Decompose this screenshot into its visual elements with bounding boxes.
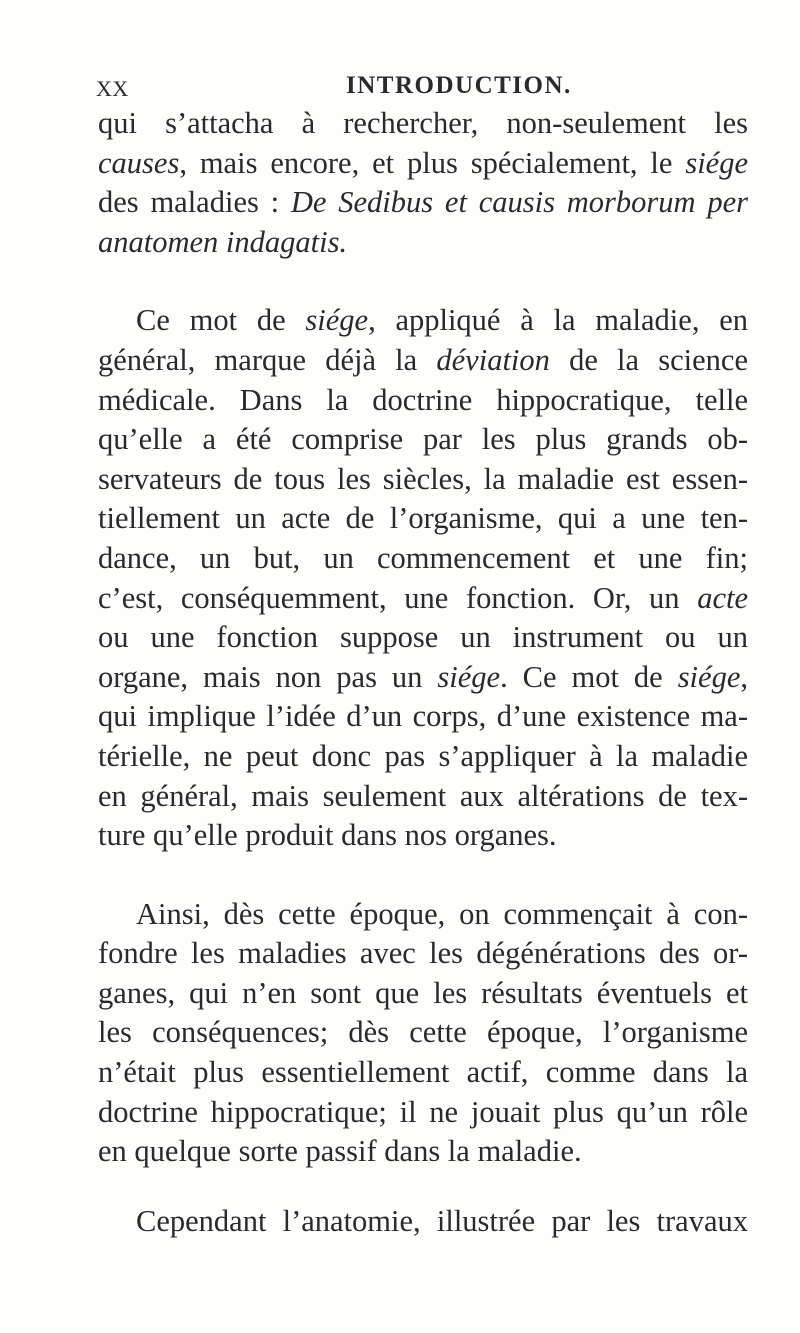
page-number: XX [96,76,129,101]
text-line [98,1132,748,1172]
text-line [98,816,748,856]
text-segment: tiellement un acte de l’organisme, qui a une ten- [98,501,748,536]
text-line [98,341,748,381]
italic-text: déviation [436,342,550,377]
text-segment: les conséquences; dès cette époque, l’organisme [98,1015,748,1050]
paragraph [98,104,748,262]
italic-text: siége [685,145,748,180]
text-segment: n’était plus essentiellement actif, comme dans la [98,1055,748,1090]
text-segment: général, marque déjà la [98,342,437,377]
text-line [98,697,748,737]
text-segment: , [740,659,748,694]
text-line [98,1053,748,1093]
text-line [98,618,748,658]
italic-text: siége [305,303,369,338]
text-line [98,658,748,698]
text-line [98,499,748,539]
text-line [98,777,748,817]
text-segment: en général, mais seulement aux altérations de tex- [98,778,748,813]
text-segment: organe, mais non pas un [98,659,438,694]
italic-text: acte [697,580,748,615]
text-line [98,895,748,935]
italic-text: De Sedibus et causis morborum per [290,185,748,220]
text-line [98,1202,748,1242]
text-line [98,737,748,777]
running-title: INTRODUCTION. [346,72,572,99]
text-line [98,144,748,184]
text-segment: médicale. Dans la doctrine hippocratique, telle [98,382,748,417]
text-segment: servateurs de tous les siècles, la maladie est essen- [98,461,748,496]
text-segment: ture qu’elle produit dans nos organes. [98,818,557,853]
text-segment: térielle, ne peut donc pas s’appliquer à la maladie [98,738,748,773]
text-line [98,579,748,619]
text-line [98,381,748,421]
paragraph-gap [98,856,748,895]
text-line [98,539,748,579]
text-segment: Ainsi, dès cette époque, on commençait à con- [136,896,748,931]
italic-text: causes [98,145,180,180]
paragraph [98,895,748,1172]
text-segment: qui implique l’idée d’un corps, d’une existence ma- [98,699,748,734]
text-segment: qui s’attacha à rechercher, non-seulement les [98,106,748,140]
text-segment: , mais encore, et plus spécialement, le [179,145,686,180]
text-line [98,183,748,223]
text-segment: Ce mot de [136,303,306,338]
text-line [98,974,748,1014]
text-segment: . Ce mot de [500,659,678,694]
text-line [98,420,748,460]
text-segment: qu’elle a été comprise par les plus grands ob- [98,422,748,457]
paragraph [98,301,748,855]
text-line [98,1013,748,1053]
text-segment: fondre les maladies avec les dégénérations des or- [98,936,748,971]
italic-text: anatomen indagatis. [98,224,348,259]
body-text [98,104,748,1241]
paragraph [98,1202,748,1242]
italic-text: siége [677,659,741,694]
text-line [98,104,748,144]
text-segment: ou une fonction suppose un instrument ou un [98,620,748,655]
text-segment: des maladies : [98,185,291,220]
text-segment: en quelque sorte passif dans la maladie. [98,1134,582,1169]
text-line [98,301,748,341]
paragraph-gap [98,262,748,301]
text-segment: de la science [549,342,748,377]
text-line [98,1093,748,1133]
text-line [98,460,748,500]
text-segment: dance, un but, un commencement et une fin; [98,540,748,575]
italic-text: siége [437,659,501,694]
text-segment: Cependant l’anatomie, illustrée par les travaux [136,1203,748,1238]
running-head [96,68,736,104]
text-line [98,223,748,263]
text-segment: doctrine hippocratique; il ne jouait plus qu’un rôle [98,1094,748,1129]
text-segment: , appliqué à la maladie, en [368,303,748,338]
paragraph-gap [98,1172,748,1202]
text-line [98,934,748,974]
text-segment: c’est, conséquemment, une fonction. Or, un [98,580,698,615]
text-segment: ganes, qui n’en sont que les résultats éventuels et [98,975,748,1010]
